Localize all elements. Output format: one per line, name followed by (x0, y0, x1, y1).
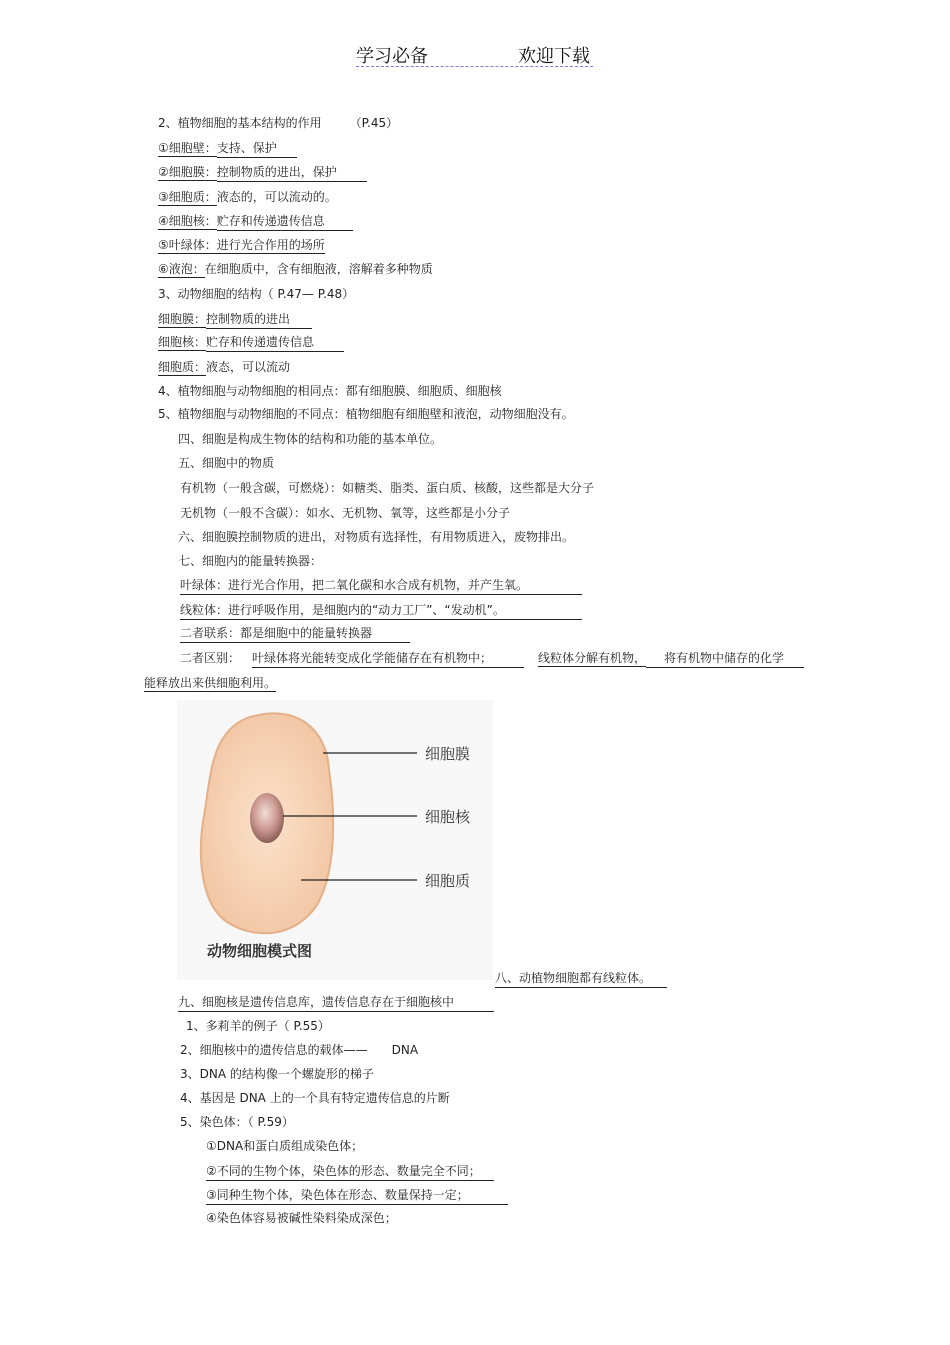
label-cytoplasm: 细胞质 (425, 872, 471, 890)
paragraph (178, 994, 494, 1012)
section-heading: 五、细胞中的物质 (178, 456, 275, 470)
animal-cell-diagram (177, 700, 493, 980)
term: DNA (391, 1043, 419, 1057)
list-item (158, 334, 344, 352)
definition: 贮存和传递遗传信息 (206, 334, 344, 352)
cell-illustration (177, 700, 493, 980)
label-nucleus: 细胞核 (425, 808, 471, 826)
term: ②细胞膜： (158, 165, 217, 179)
list-item (158, 261, 433, 277)
paragraph: 无机物（一般不含碳）：如水、无机物、氧等，这些都是小分子 (180, 506, 511, 520)
term: ⑤叶绿体： (158, 238, 217, 252)
page-header (356, 40, 593, 67)
figure-caption: 动物细胞模式图 (207, 942, 313, 960)
text: 线粒体分解有机物， (538, 651, 647, 665)
term: 细胞质： (158, 360, 207, 374)
text: ②不同的生物个体，染色体的形态、数量完全不同； (206, 1163, 494, 1181)
term: ④细胞核： (158, 214, 217, 228)
definition: 支持、保护 (217, 140, 297, 158)
list-item (206, 1163, 494, 1181)
header-left: 学习必备 (356, 46, 428, 67)
list-item (206, 1187, 508, 1205)
list-item: 3、DNA 的结构像一个螺旋形的梯子 (180, 1067, 374, 1081)
label: 二者区别： (180, 651, 241, 665)
paragraph: 四、细胞是构成生物体的结构和功能的基本单位。 (178, 432, 443, 446)
text: 八、动植物细胞都有线粒体。 (495, 970, 667, 988)
header-right: 欢迎下载 (518, 46, 590, 67)
term: 细胞膜： (158, 312, 207, 326)
list-item (158, 164, 367, 182)
paragraph: 5、植物细胞与动物细胞的不同点：植物细胞有细胞壁和液泡，动物细胞没有。 (158, 407, 574, 421)
list-item (158, 237, 325, 253)
term: ③细胞质： (158, 190, 217, 204)
list-item: 1、多莉羊的例子（ P.55） (186, 1019, 330, 1033)
term: 细胞核： (158, 335, 207, 349)
list-item (158, 213, 353, 231)
text: 将有机物中储存的化学 (646, 650, 804, 668)
text: 能释放出来供细胞利用。 (144, 676, 277, 690)
term: ⑥液泡： (158, 262, 205, 276)
term: ①细胞壁： (158, 141, 217, 155)
text: 2、植物细胞的基本结构的作用 (158, 116, 322, 130)
paragraph: 4、植物细胞与动物细胞的相同点：都有细胞膜、细胞质、细胞核 (158, 384, 502, 398)
list-item (158, 359, 290, 375)
section-heading (158, 115, 398, 131)
definition: 控制物质的进出，保护 (217, 164, 367, 182)
section-heading: 3、动物细胞的结构（ P.47— P.48） (158, 287, 355, 301)
definition: 液态，可以流动 (206, 360, 291, 374)
text: 2、细胞核中的遗传信息的载体—— (180, 1043, 368, 1057)
list-item (180, 1042, 418, 1058)
list-item (158, 311, 312, 329)
paragraph (180, 625, 410, 643)
list-item: 5、染色体：（ P.59） (180, 1115, 294, 1129)
list-item: 4、基因是 DNA 上的一个具有特定遗传信息的片断 (180, 1091, 450, 1105)
paragraph (180, 602, 582, 620)
definition: 进行光合作用的场所 (216, 238, 325, 252)
list-item (158, 189, 337, 205)
definition: 控制物质的进出 (206, 311, 312, 329)
paragraph (180, 650, 804, 668)
paragraph (144, 675, 276, 691)
paragraph: 六、细胞膜控制物质的进出，对物质有选择性，有用物质进入，废物排出。 (178, 530, 575, 544)
nucleus-shape (250, 793, 284, 843)
definition: 液态的，可以流动的。 (216, 190, 337, 204)
text: 叶绿体将光能转变成化学能储存在有机物中； (252, 650, 524, 668)
paragraph (180, 577, 582, 595)
text: ③同种生物个体，染色体在形态、数量保持一定； (206, 1187, 508, 1205)
text: 九、细胞核是遗传信息库，遗传信息存在于细胞核中 (178, 994, 494, 1012)
section-heading: 七、细胞内的能量转换器： (178, 554, 323, 568)
list-item: ④染色体容易被碱性染料染成深色； (206, 1211, 397, 1225)
definition: 贮存和传递遗传信息 (217, 213, 353, 231)
text: 叶绿体：进行光合作用，把二氧化碳和水合成有机物，并产生氧。 (180, 577, 582, 595)
definition: 在细胞质中，含有细胞液，溶解着多种物质 (204, 262, 433, 276)
paragraph: 有机物（一般含碳，可燃烧）：如糖类、脂类、蛋白质、核酸，这些都是大分子 (180, 481, 595, 495)
paragraph (495, 970, 667, 988)
text: 线粒体：进行呼吸作用，是细胞内的“动力工厂”、“发动机”。 (180, 602, 582, 620)
text: 二者联系：都是细胞中的能量转换器 (180, 625, 410, 643)
list-item (158, 140, 297, 158)
list-item: ①DNA和蛋白质组成染色体； (206, 1139, 364, 1153)
label-cell-membrane: 细胞膜 (425, 745, 471, 763)
page-ref: （P.45） (349, 116, 399, 130)
